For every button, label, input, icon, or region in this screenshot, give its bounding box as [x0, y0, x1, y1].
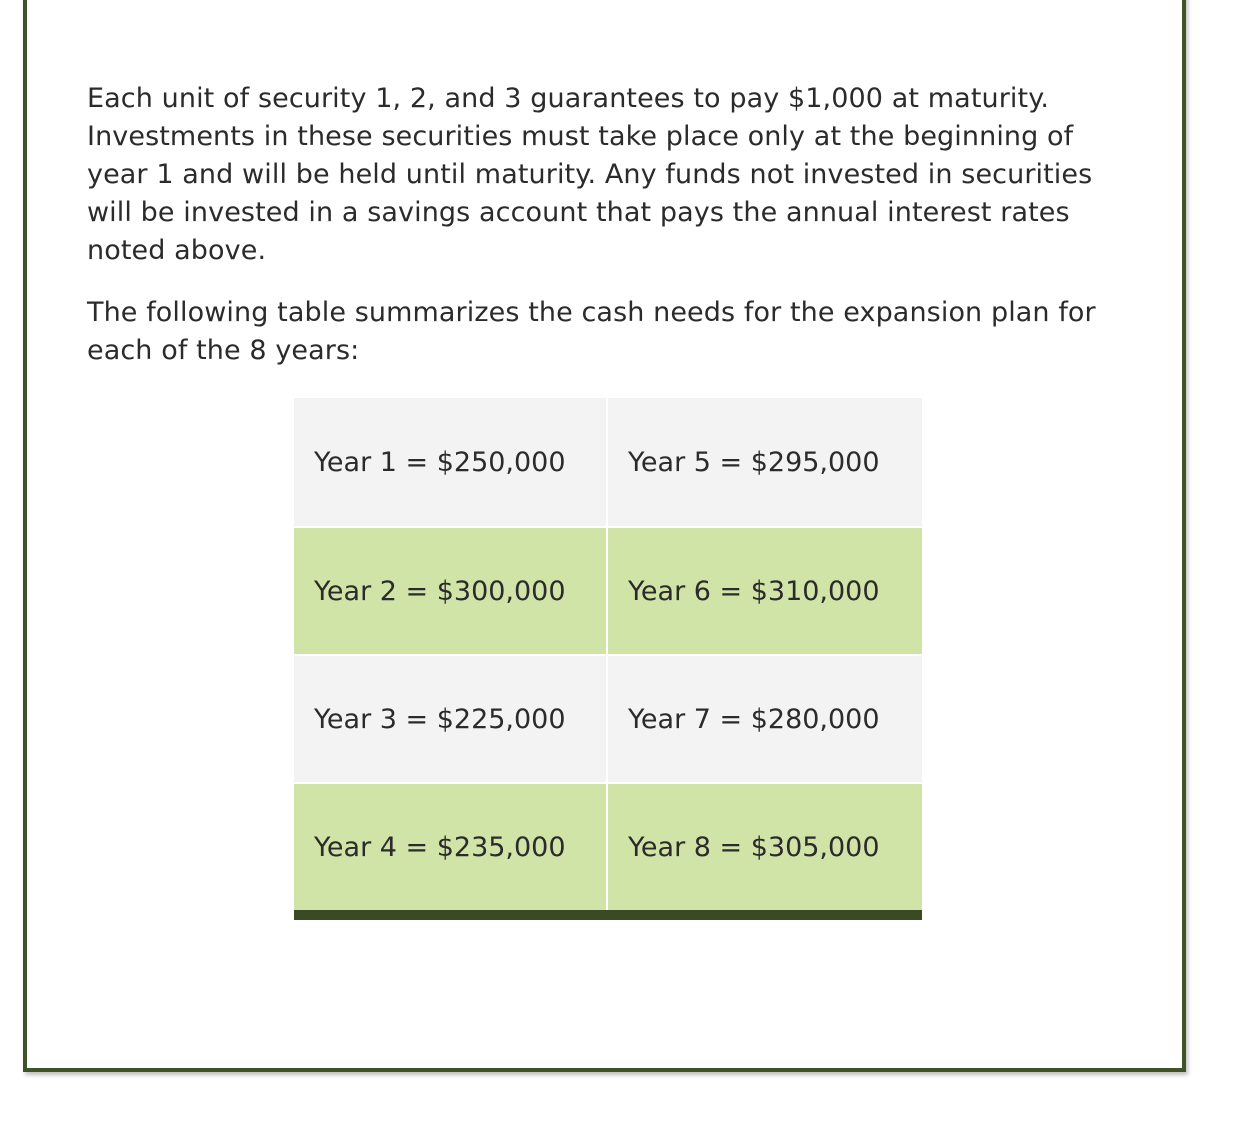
table-row — [294, 654, 922, 782]
table-row — [294, 398, 922, 526]
table-cell: Year 2 = $300,000 — [294, 526, 608, 654]
question-body — [87, 80, 1127, 370]
paragraph-table-intro: The following table summarizes the cash needs for the expansion plan for each of the 8 years: — [87, 297, 1096, 366]
paragraph-securities: Each unit of security 1, 2, and 3 guarantees to pay $1,000 at maturity. Investments in these securities must take place only at the beginning of year 1 and will be held until maturity. Any funds not invested in securities will be invested in a savings account that pays the annual interest rates noted above. — [87, 83, 1093, 266]
table-row — [294, 526, 922, 654]
content-frame — [23, 0, 1186, 1072]
table-cell: Year 8 = $305,000 — [608, 782, 922, 910]
table-cell: Year 3 = $225,000 — [294, 654, 608, 782]
cash-needs-table-container — [294, 398, 922, 920]
table-cell: Year 5 = $295,000 — [608, 398, 922, 526]
table-cell: Year 7 = $280,000 — [608, 654, 922, 782]
table-cell: Year 4 = $235,000 — [294, 782, 608, 910]
table-cell: Year 6 = $310,000 — [608, 526, 922, 654]
cash-needs-table — [294, 398, 922, 920]
table-row — [294, 782, 922, 910]
table-cell: Year 1 = $250,000 — [294, 398, 608, 526]
